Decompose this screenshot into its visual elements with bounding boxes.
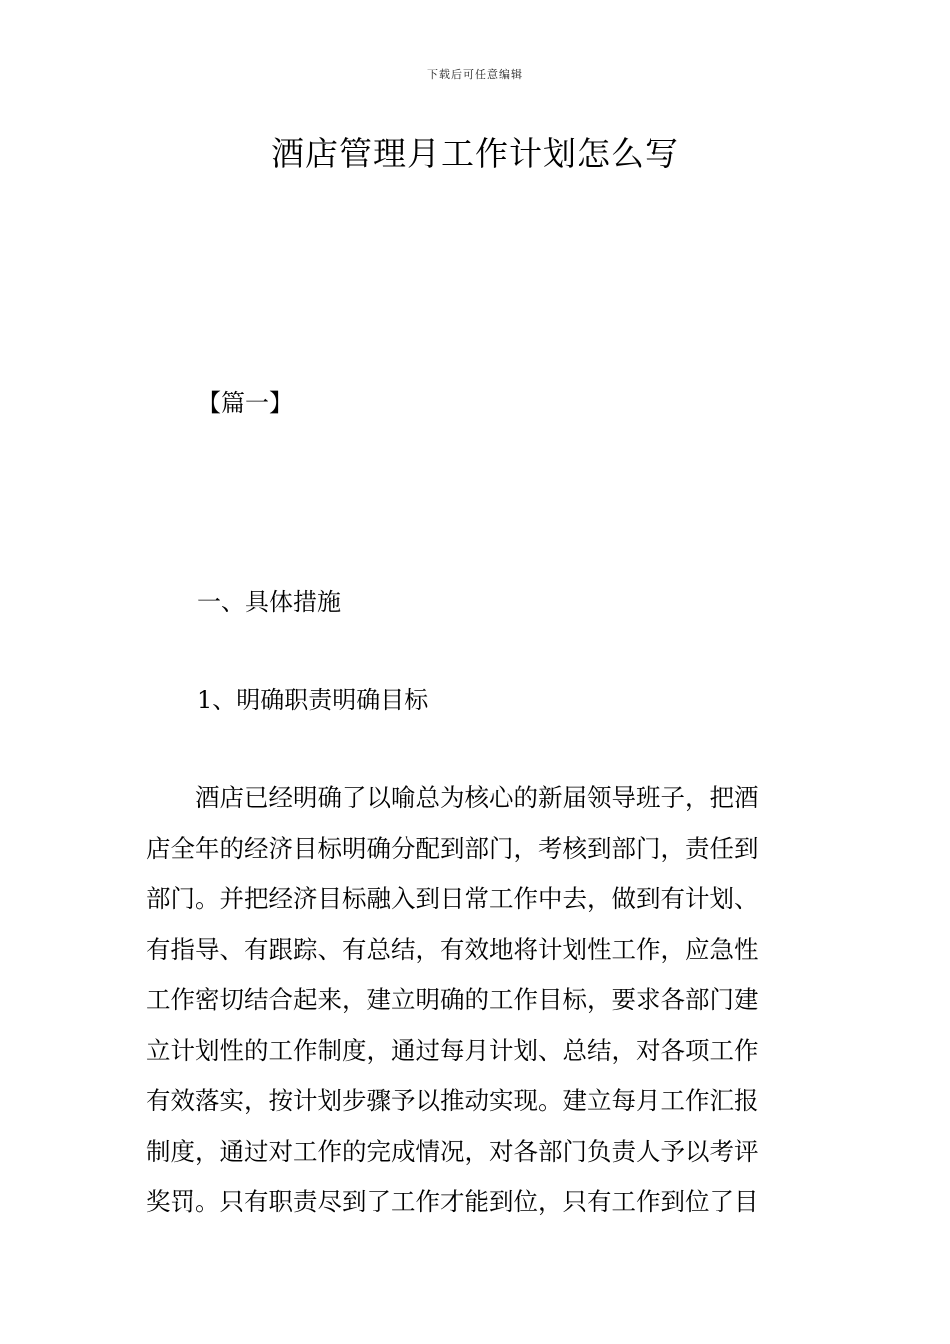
paragraph-line: 酒店已经明确了以喻总为核心的新届领导班子，把酒 — [146, 783, 759, 812]
paragraph-line: 有效落实，按计划步骤予以推动实现。建立每月工作汇报 — [146, 1086, 759, 1115]
section-heading-1: 一、具体措施 — [197, 588, 341, 616]
body-paragraph — [146, 780, 806, 1235]
paragraph-line: 有指导、有跟踪、有总结，有效地将计划性工作，应急性 — [146, 934, 759, 964]
paragraph-line: 店全年的经济目标明确分配到部门，考核到部门，责任到 — [146, 833, 759, 863]
document-title: 酒店管理月工作计划怎么写 — [271, 134, 679, 173]
subsection-heading: 1、明确职责明确目标 — [197, 686, 429, 714]
section-marker: 【篇一】 — [197, 389, 293, 417]
paragraph-line: 奖罚。只有职责尽到了工作才能到位，只有工作到位了目 — [146, 1187, 759, 1216]
paragraph-line: 部门。并把经济目标融入到日常工作中去，做到有计划、 — [146, 884, 759, 913]
paragraph-line: 立计划性的工作制度，通过每月计划、总结，对各项工作 — [146, 1035, 759, 1065]
paragraph-line: 制度，通过对工作的完成情况，对各部门负责人予以考评 — [146, 1136, 759, 1166]
header-note: 下载后可任意编辑 — [427, 68, 523, 81]
paragraph-line: 工作密切结合起来，建立明确的工作目标，要求各部门建 — [146, 985, 759, 1014]
